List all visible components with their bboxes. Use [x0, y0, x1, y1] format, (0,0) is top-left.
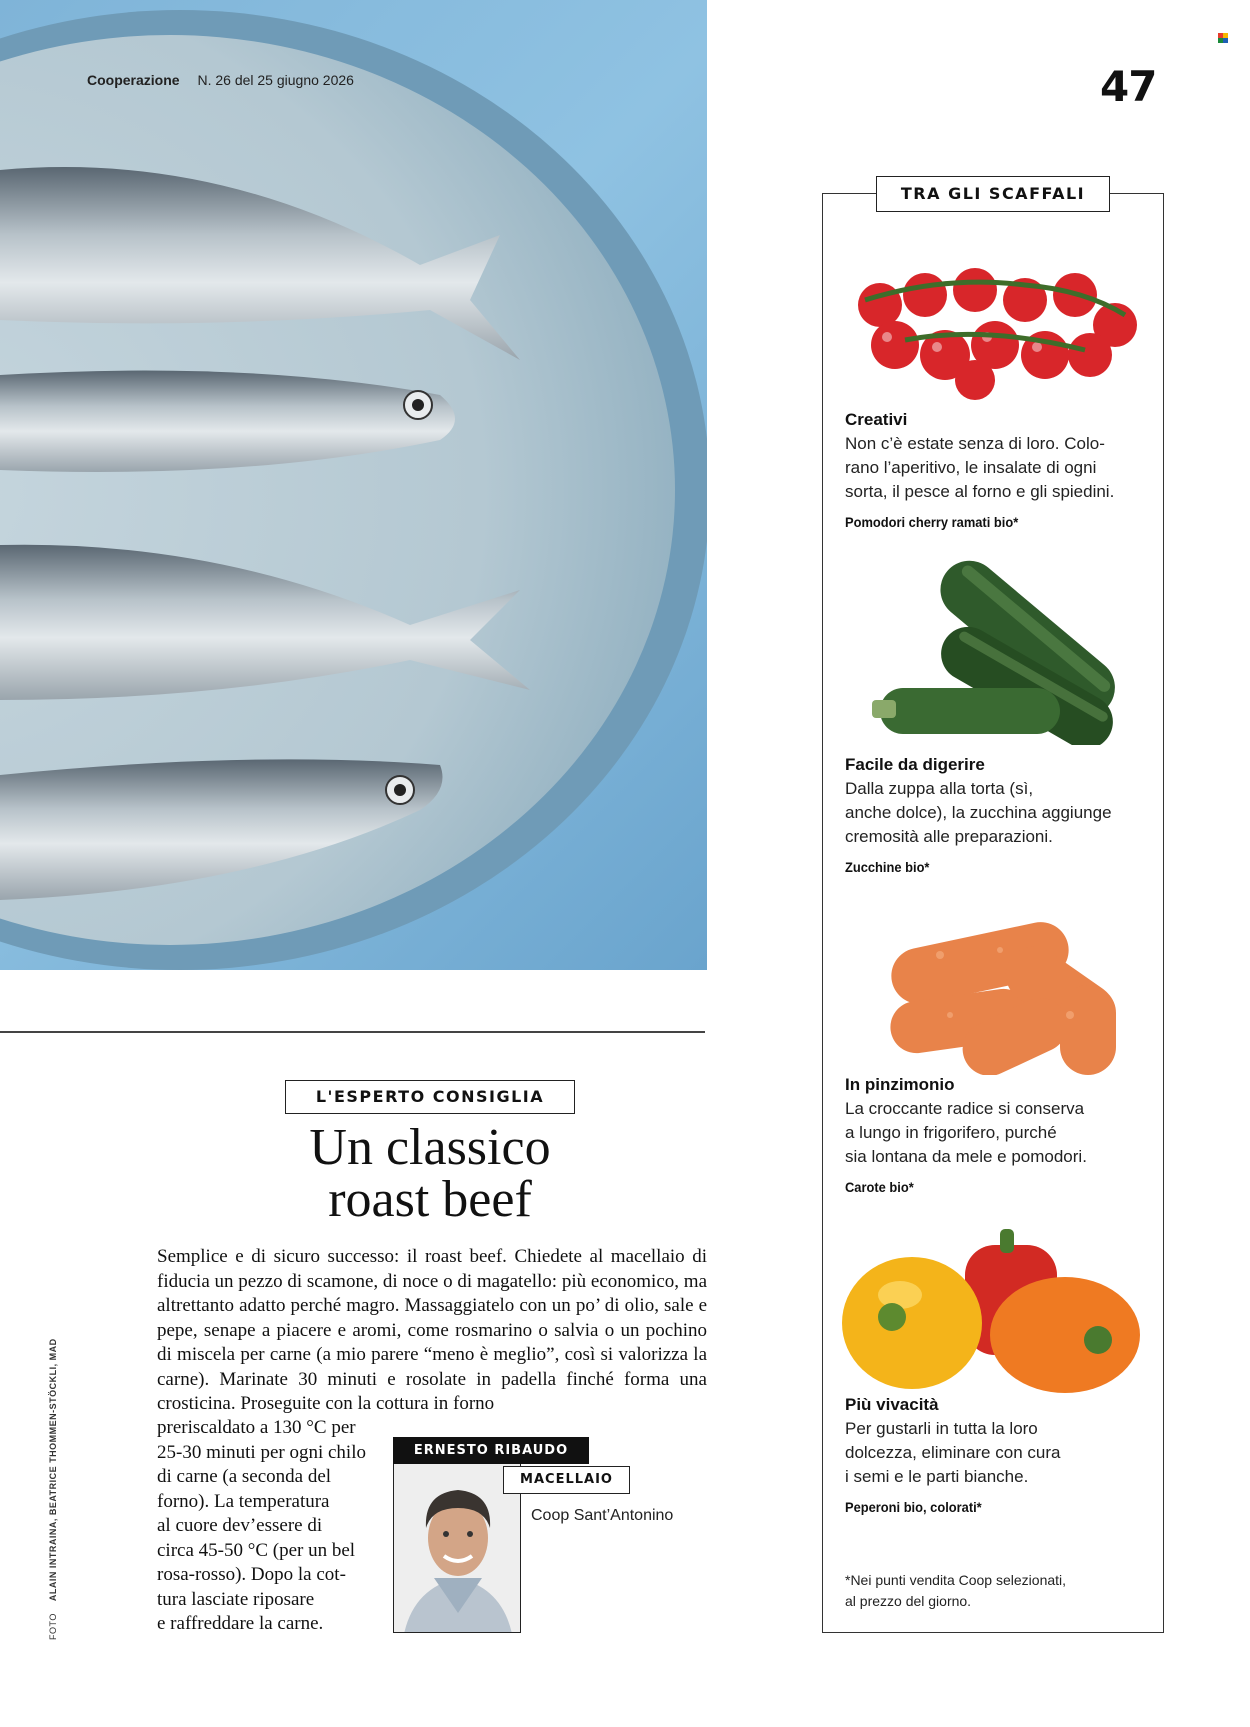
product-title: Facile da digerire: [845, 755, 985, 774]
description-line: anche dolce), la zucchina aggiunge: [845, 803, 1112, 822]
article-headline: [220, 1119, 640, 1228]
credit-label: FOTO: [48, 1613, 58, 1640]
headline-line: Un classico: [309, 1119, 551, 1176]
author-role-label: MACELLAIO: [503, 1466, 630, 1494]
body-line: così si valorizza la carne). Marinate 30 minuti e rosolate in padella: [157, 1344, 708, 1390]
description-line: cremosità alle preparazioni.: [845, 827, 1053, 846]
headline-line: roast beef: [328, 1171, 532, 1228]
body-line: ma altrettanto adatto perché magro. Massaggiatelo con un po’ di: [157, 1270, 708, 1316]
sidebar-heading: TRA GLI SCAFFALI: [876, 176, 1110, 212]
author-portrait: [394, 1438, 521, 1633]
body-line: forno). La temperatura: [157, 1490, 330, 1512]
product-tomatoes: [845, 410, 1155, 530]
description-line: i semi e le parti bianche.: [845, 1467, 1029, 1486]
body-line: Semplice e di sicuro successo: il roast beef. Chiedete al macellaio di: [157, 1246, 707, 1267]
section-divider: [0, 1031, 705, 1033]
product-title: Più vivacità: [845, 1395, 939, 1414]
product-description: [845, 1417, 1145, 1489]
description-line: a lungo in frigorifero, purché: [845, 1123, 1057, 1142]
section-tag: L'ESPERTO CONSIGLIA: [285, 1080, 575, 1114]
product-name: Pomodori cherry ramati bio*: [845, 514, 1019, 530]
product-name: Peperoni bio, colorati*: [845, 1499, 982, 1515]
body-line: rosa-rosso). Dopo la cot-: [157, 1564, 346, 1585]
description-line: dolcezza, eliminare con cura: [845, 1443, 1061, 1462]
product-peppers: [845, 1395, 1155, 1515]
body-line: 25-30 minuti per ogni chilo: [157, 1441, 366, 1463]
body-line: tura lasciate riposare: [157, 1588, 315, 1610]
footnote-line: *Nei punti vendita Coop selezionati,: [845, 1572, 1067, 1588]
author-photo: [393, 1437, 521, 1633]
body-line: fiducia un pezzo di scamone, di noce o di magatello: più economico,: [157, 1270, 680, 1292]
credit-names: ALAIN INTRAINA, BEATRICE THOMMEN-STÖCKLI, MAD: [48, 1338, 58, 1602]
author-name-label: ERNESTO RIBAUDO: [393, 1437, 589, 1464]
product-zucchini: [845, 755, 1155, 875]
cherry-tomatoes-image: [845, 255, 1145, 405]
description-line: Per gustarli in tutta la loro: [845, 1419, 1038, 1438]
photo-credit: [48, 1338, 58, 1640]
color-mark-icon: [1218, 33, 1228, 43]
body-line: olio, sale e pepe, senape a piacere e aromi, come rosmarino o salvia: [157, 1295, 708, 1341]
description-line: Dalla zuppa alla torta (sì,: [845, 779, 1034, 798]
product-title: In pinzimonio: [845, 1075, 955, 1094]
anchovies-illustration: [0, 0, 707, 970]
body-line: di carne (a seconda del: [157, 1466, 332, 1487]
masthead: [87, 72, 354, 88]
sidebar-footnote: [845, 1570, 1135, 1612]
description-line: La croccante radice si conserva: [845, 1099, 1085, 1118]
author-store: Coop Sant’Antonino: [531, 1507, 674, 1524]
body-line: e raffreddare la carne.: [157, 1613, 324, 1634]
description-line: sia lontana da mele e pomodori.: [845, 1147, 1087, 1166]
body-line: al cuore dev’essere di: [157, 1515, 323, 1536]
product-description: [845, 432, 1145, 504]
article-body-narrow: [157, 1416, 371, 1637]
product-name: Carote bio*: [845, 1179, 914, 1195]
product-carrots: [845, 1075, 1155, 1195]
product-description: [845, 777, 1145, 849]
body-line: preriscaldato a 130 °C per: [157, 1417, 356, 1438]
description-line: rano l’aperitivo, le insalate di ogni: [845, 458, 1097, 477]
product-title: Creativi: [845, 410, 908, 429]
description-line: Non c’è estate senza di loro. Colo-: [845, 434, 1105, 453]
bell-peppers-image: [840, 1225, 1145, 1395]
hero-photo-anchovies: [0, 0, 707, 970]
product-description: [845, 1097, 1145, 1169]
issue-info: N. 26 del 25 giugno 2026: [197, 72, 354, 88]
publication-name: Cooperazione: [87, 72, 180, 88]
carrots-image: [880, 905, 1130, 1075]
product-name: Zucchine bio*: [845, 859, 930, 875]
footnote-line: al prezzo del giorno.: [845, 1593, 972, 1609]
body-line: o un pochino di miscela per carne (a mio parere “meno è meglio”,: [157, 1319, 707, 1365]
body-line: finché forma una crosticina. Proseguite con la cottura in forno: [157, 1368, 707, 1414]
zucchini-image: [870, 560, 1140, 745]
body-line: circa 45-50 °C (per un bel: [157, 1539, 356, 1561]
description-line: sorta, il pesce al forno e gli spiedini.: [845, 482, 1115, 501]
page-number: 47: [1100, 62, 1157, 111]
article-body-full: [157, 1245, 707, 1417]
